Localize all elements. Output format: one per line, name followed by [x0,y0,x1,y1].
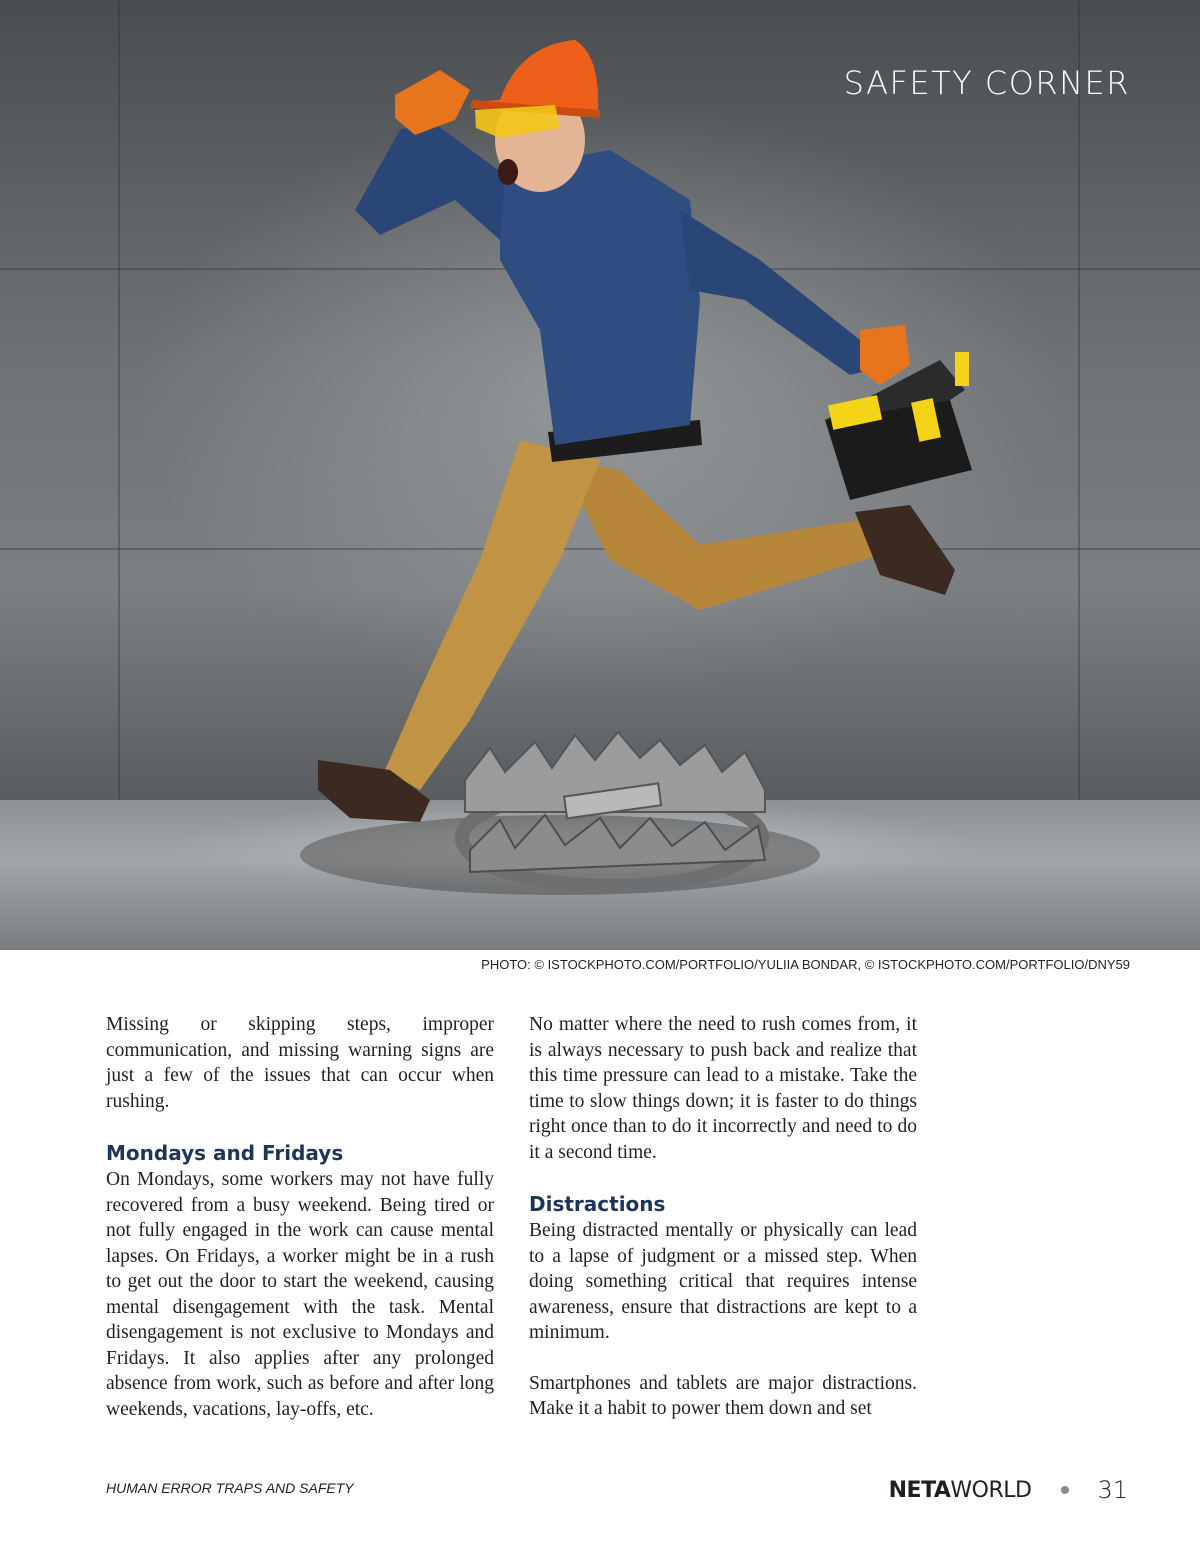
section-heading-mondays-fridays: Mondays and Fridays [106,1141,344,1165]
photo-credit: PHOTO: © ISTOCKPHOTO.COM/PORTFOLIO/YULIIA BONDAR, © ISTOCKPHOTO.COM/PORTFOLIO/DNY59 [481,957,1130,972]
left-column [106,1012,494,1447]
brand-logo-light: WORLD [950,1477,1032,1503]
section-heading-distractions: Distractions [529,1192,666,1216]
body-paragraph: Being distracted mentally or physically can lead to a lapse of judgment or a missed step. When doing something critical that requires intense awareness, ensure that distractions are kept to a minimum. [529,1220,917,1343]
body-paragraph: Smartphones and tablets are major distractions. Make it a habit to power them down and set [529,1372,917,1419]
brand-logo-bold: NETA [888,1477,951,1503]
right-column [529,1012,917,1447]
intro-paragraph: Missing or skipping steps, improper communication, and missing warning signs are just a few of the issues that can occur when rushing. [106,1014,494,1112]
page-number: 31 [1097,1476,1128,1504]
intro-paragraph: No matter where the need to rush comes from, it is always necessary to push back and realize that this time pressure can lead to a mistake. Take the time to slow things down; it is faster to do things right once than to do it incorrectly and need to do it a second time. [529,1014,917,1163]
footer-brand [889,1476,1128,1504]
toolbox-icon [825,352,972,500]
body-paragraph: On Mondays, some workers may not have fully recovered from a busy weekend. Being tired or not fully engaged in the work can cause mental lapses. On Fridays, a worker might be in a rush to get out the door to start the weekend, causing mental disengagement with the task. Mental disengagement is not exclusive to Mondays and Fridays. It also applies after any prolonged absence from work, such as before and after long weekends, vacations, lay-offs, etc. [106,1169,494,1420]
section-label: SAFETY CORNER [843,64,1130,102]
running-title: HUMAN ERROR TRAPS AND SAFETY [106,1480,354,1496]
bullet-separator [1061,1486,1069,1494]
